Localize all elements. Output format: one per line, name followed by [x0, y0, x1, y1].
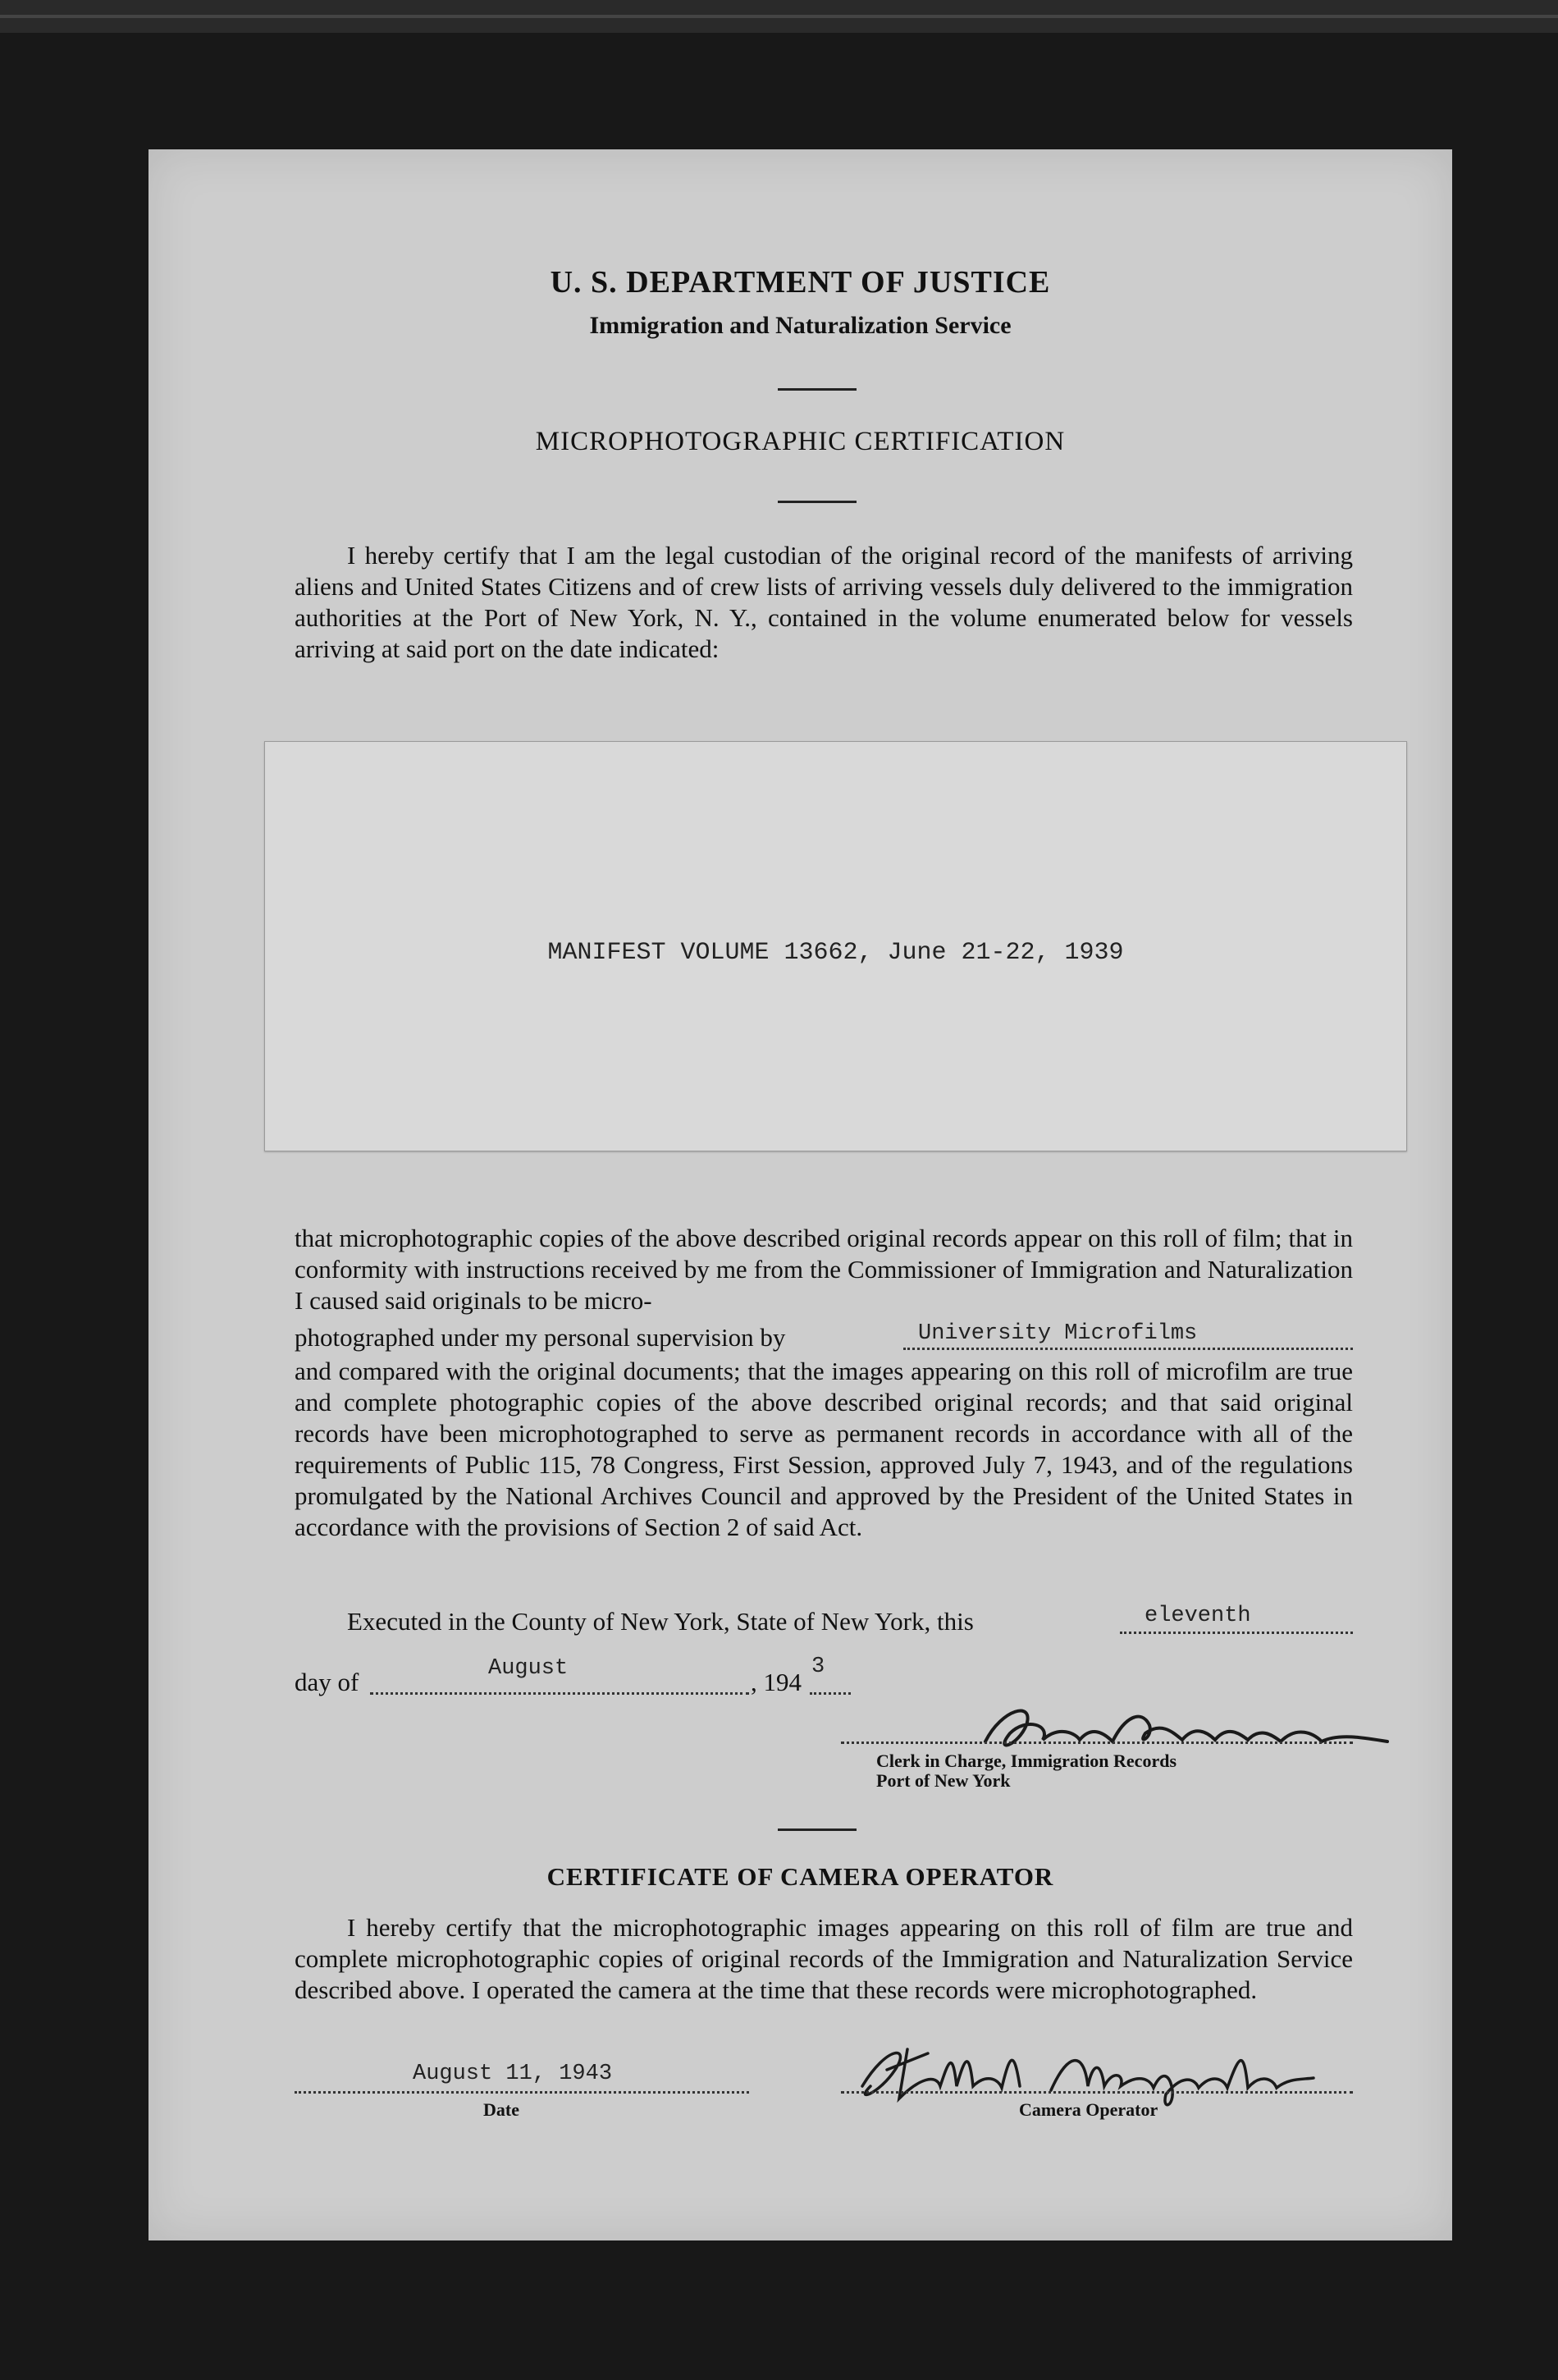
camera-operator-label: Camera Operator [1019, 2099, 1158, 2120]
camera-certificate-text: I hereby certify that the microphotographic images appearing on this roll of film are true and complete microphotographic copies of original records of the Immigration and Naturalization Service described above. I operated the camera at the time that these records were microphotographed. [295, 1913, 1353, 2004]
supervision-line [295, 1323, 1353, 1356]
month-value: August [488, 1656, 569, 1681]
execution-line [295, 1604, 1353, 1641]
camera-operator-line [841, 2091, 1353, 2094]
clerk-caption-line1: Clerk in Charge, Immigration Records [876, 1751, 1177, 1771]
department-heading: U. S. DEPARTMENT OF JUSTICE [550, 265, 1051, 300]
clerk-signature-line [841, 1742, 1353, 1744]
year-prefix: , 194 [751, 1668, 802, 1696]
camera-date-value: August 11, 1943 [413, 2062, 613, 2086]
intro-paragraph [295, 540, 1353, 665]
supervisor-dotted-line [903, 1348, 1353, 1350]
supervision-prefix: photographed under my personal supervision by [295, 1323, 786, 1352]
manifest-label-box [264, 741, 1407, 1151]
year-digit: 3 [811, 1655, 825, 1679]
supervisor-name: University Microfilms [918, 1321, 1198, 1346]
camera-certificate-title: CERTIFICATE OF CAMERA OPERATOR [546, 1862, 1054, 1891]
agency-subheading: Immigration and Naturalization Service [589, 312, 1012, 339]
divider-camera [778, 1828, 857, 1831]
clerk-caption-line2: Port of New York [876, 1770, 1011, 1791]
month-dotted-line [370, 1692, 749, 1695]
body-text-part1: that microphotographic copies of the above described original records appear on this roll of film; that in conformity with instructions received by me from the Commissioner of Immigration and Naturalization I caused said originals to be micro- [295, 1224, 1353, 1315]
manifest-volume-label: MANIFEST VOLUME 13662, June 21-22, 1939 [547, 939, 1124, 967]
camera-date-label: Date [483, 2099, 519, 2120]
divider-title [778, 501, 857, 503]
body-text-part2: and compared with the original documents; that the images appearing on this roll of microfilm are true and complete photographic copies of the above described original records; and that said original records have been microphotographed to serve as permanent records in accordance with all of the requirements of Public 115, 78 Congress, First Session, approved July 7, 1943, and of the regulations promulgated by the National Archives Council and approved by the President of the United States in accordance with the provisions of Section 2 of said Act. [295, 1357, 1353, 1541]
day-value: eleventh [1145, 1604, 1251, 1628]
year-dotted-line [810, 1692, 851, 1695]
film-frame-edge [0, 15, 1558, 18]
day-of-label: day of [295, 1668, 359, 1696]
certification-title: MICROPHOTOGRAPHIC CERTIFICATION [535, 427, 1066, 456]
body-paragraph-part2 [295, 1356, 1353, 1543]
divider-top [778, 388, 857, 391]
intro-text: I hereby certify that I am the legal custodian of the original record of the manifests of arriving aliens and United States Citizens and of crew lists of arriving vessels duly delivered to the immigration authorities at the Port of New York, N. Y., contained in the volume enumerated below for vessels arriving at said port on the date indicated: [295, 541, 1353, 663]
certificate-sheet [148, 149, 1452, 2240]
body-paragraph-part1 [295, 1223, 1353, 1316]
clerk-caption [876, 1751, 1176, 1791]
day-dotted-line [1120, 1632, 1353, 1634]
camera-certificate-paragraph [295, 1912, 1353, 2006]
executed-prefix: Executed in the County of New York, State of New York, this [347, 1607, 974, 1636]
camera-date-line [295, 2091, 749, 2094]
